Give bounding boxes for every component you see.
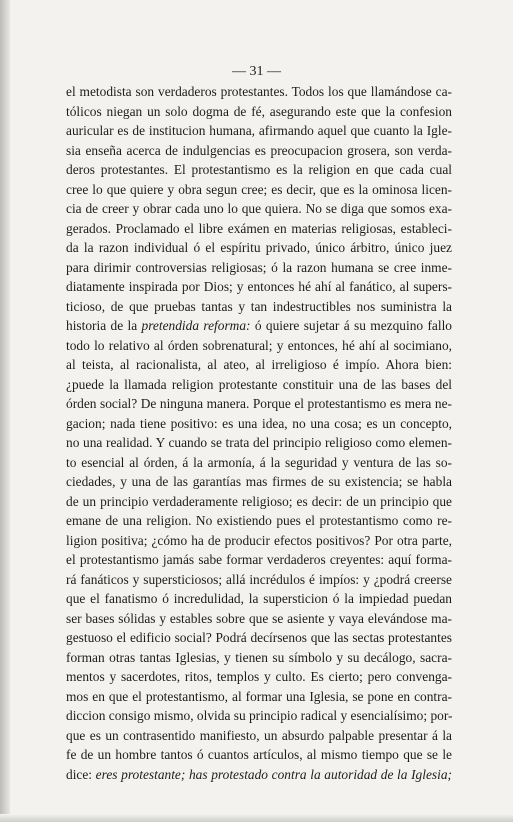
- text-line: forman otras tantas Iglesias, y tienen su símbolo y su decálogo, sacra-: [66, 649, 452, 665]
- body-paragraph: [66, 82, 452, 784]
- text-line: no una realidad. Y cuando se trata del principio religioso como elemen-: [66, 435, 452, 450]
- page-number: — 31 —: [232, 64, 281, 79]
- text-line: rá fanáticos y supersticiosos; allá incrédulos é impíos: y ¿podrá creerse: [66, 571, 452, 587]
- page-left-edge-shadow: [0, 0, 10, 822]
- text-line: para dirimir controversias religiosas; ó la razon humana se cree inme-: [66, 259, 452, 275]
- text-line: ¿puede la llamada religion protestante constituir una de las bases del: [66, 376, 452, 392]
- text-line: fe de un hombre tantos ó cuantos artículos, al mismo tiempo que se le: [66, 747, 452, 762]
- text-line: todo lo relativo al órden sobrenatural; y entonces, hé ahí al socimiano,: [66, 337, 452, 353]
- text-line: el metodista son verdaderos protestantes. Todos los que llamándose ca-: [66, 84, 452, 99]
- text-line: to esencial al órden, á la armonía, á la seguridad y ventura de las so-: [66, 454, 452, 470]
- text-line: al teista, al racionalista, al ateo, al irreligioso é impío. Ahora bien:: [66, 357, 452, 372]
- italic-phrase: eres protestante; has protestado contra la autoridad de la Iglesia;: [95, 766, 453, 782]
- text-line: auricular es de institucion humana, afirmando aquel que cuanto la Igle-: [66, 123, 452, 138]
- text-line: de un principio verdaderamente religioso; es decir: de un principio que: [66, 493, 452, 509]
- text-line: mos en que el protestantismo, al formar una Iglesia, se pone en contra-: [66, 688, 452, 704]
- text-line: deros protestantes. El protestantismo es la religion en que cada cual: [66, 162, 452, 177]
- text-line: dice: eres protestante; has protestado contra la autoridad de la Iglesia;: [66, 766, 453, 782]
- text-line: emane de una religion. No existiendo pues el protestantismo como re-: [66, 513, 452, 528]
- text-line: gerados. Proclamado el libre exámen en materias religiosas, estableci-: [66, 220, 452, 236]
- text-line: que el fanatismo ó incredulidad, la supersticion ó la impiedad puedan: [66, 591, 452, 606]
- text-line: da la razon individual ó el espíritu privado, único árbitro, único juez: [66, 240, 452, 255]
- text-line: diatamente inspirada por Dios; y entonces hé ahí al fanático, al supers-: [66, 279, 452, 294]
- text-line: cia de creer y obrar cada uno lo que quiera. No se diga que somos exa-: [66, 201, 452, 216]
- text-line: gacion; nada tiene positivo: es una idea, no una cosa; es un concepto,: [66, 415, 452, 431]
- text-line: ligion positiva; ¿cómo ha de producir efectos positivos? Por otra parte,: [66, 532, 452, 548]
- text-line: el protestantismo jamás sabe formar verdaderos creyentes: aquí forma-: [66, 552, 452, 567]
- text-line: tólicos niegan un solo dogma de fé, asegurando este que la confesion: [66, 103, 452, 119]
- page-bottom-edge-shadow: [0, 814, 513, 822]
- text-line: ser bases sólidas y estables sobre que se asiente y vaya elevándose ma-: [66, 610, 452, 626]
- text-line: historia de la pretendida reforma: ó quiere sujetar á su mezquino fallo: [66, 318, 452, 333]
- text-line: mentos y sacerdotes, ritos, templos y culto. Es cierto; pero convenga-: [66, 669, 452, 684]
- text-line: ticioso, de que pruebas tantas y tan indestructibles nos suministra la: [66, 298, 452, 314]
- text-line: ciedades, y una de las garantías mas firmes de su existencia; se habla: [66, 474, 452, 489]
- text-line: órden social? De ninguna manera. Porque el protestantismo es mera ne-: [66, 396, 452, 411]
- italic-phrase: pretendida reforma:: [141, 318, 251, 333]
- text-line: sia enseña acerca de indulgencias es preocupacion grosera, son verda-: [66, 142, 452, 158]
- text-line: gestuoso el edificio social? Podrá decírsenos que las sectas protestantes: [66, 630, 452, 645]
- text-line: cree lo que quiere y obra segun cree; es decir, que es la ominosa licen-: [66, 181, 452, 197]
- text-line: diccion consigo mismo, olvida su principio radical y esencialísimo; por-: [66, 708, 453, 723]
- text-line: que es un contrasentido manifiesto, un absurdo palpable presentar á la: [66, 727, 452, 743]
